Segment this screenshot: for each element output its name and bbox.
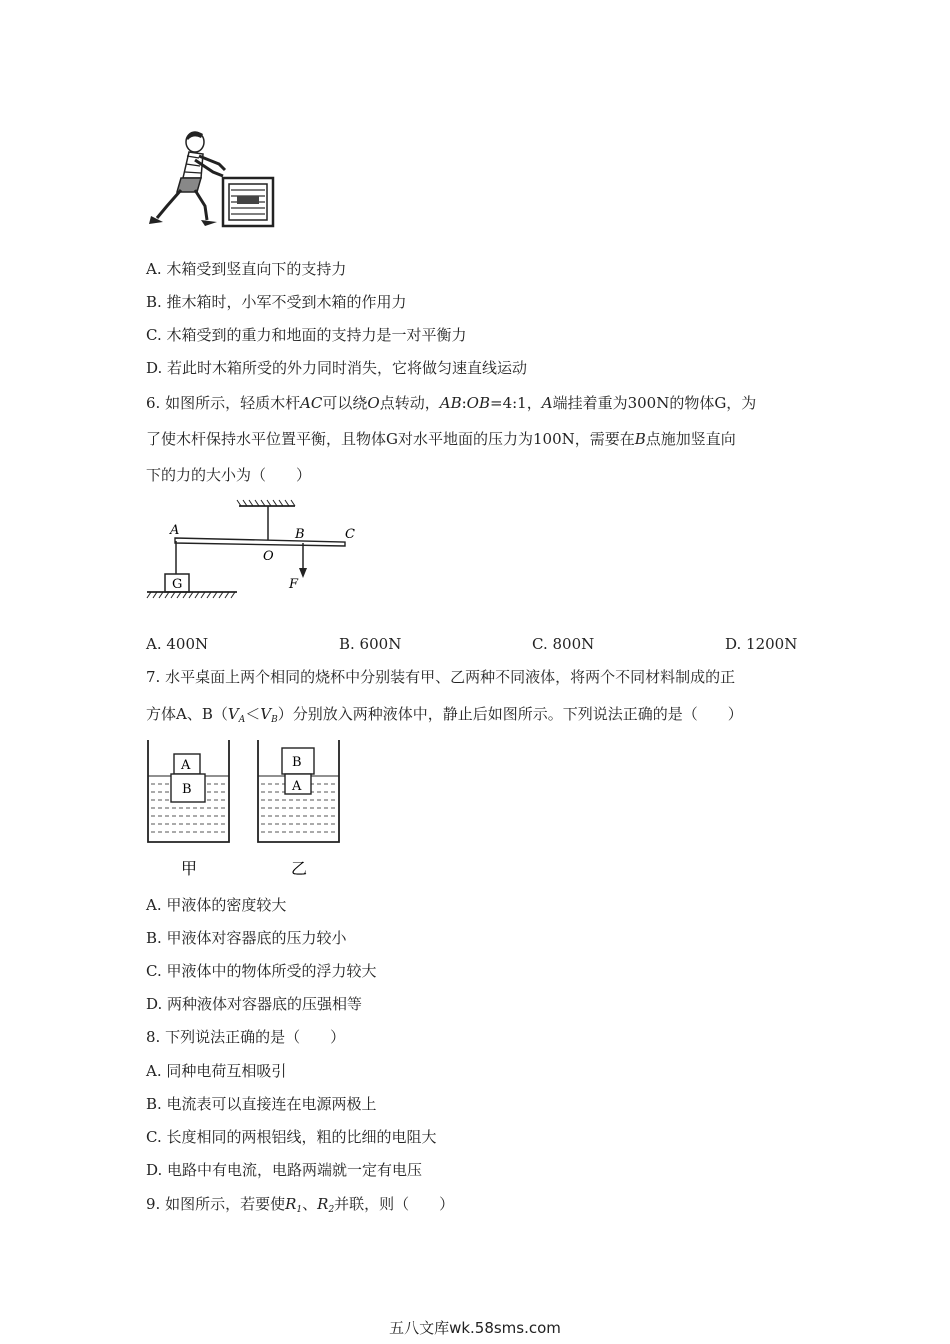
lever-label-f: F: [289, 577, 299, 592]
lever-label-c: C: [345, 527, 355, 542]
beaker-right-top-label: B: [292, 755, 302, 770]
q8-option-a: A. 同种电荷互相吸引: [146, 1062, 287, 1080]
q7-option-a: A. 甲液体的密度较大: [146, 896, 287, 914]
q6-option-c: C. 800N: [532, 635, 595, 653]
lever-label-o: O: [263, 549, 274, 564]
q6-option-d: D. 1200N: [725, 635, 798, 653]
q6-option-b: B. 600N: [339, 635, 402, 653]
lever-label-a: A: [170, 523, 180, 538]
q8-option-c: C. 长度相同的两根铝线，粗的比细的电阻大: [146, 1128, 437, 1146]
beaker-right-caption: 乙: [291, 859, 308, 878]
page-footer: 五八文库wk.58sms.com: [389, 1319, 561, 1337]
q7-stem-line2: 方体A、$B(V_A<V_B)$分别放入两种液体中，静止后如图所示。下列说法正确的是（ ）: [146, 705, 743, 725]
lever-figure: [145, 496, 365, 606]
q8-option-d: D. 电路中有电流，电路两端就一定有电压: [146, 1161, 423, 1179]
q6-stem-line1: 6. 如图所示，轻质木杆AC可以绕O点转动，AB:OB=4:1，A端挂着重为300N的物体G，为: [146, 394, 757, 412]
q9-stem: 9. 如图所示，若要使$R_1$、$R_2$并联，则（ ）: [146, 1195, 455, 1215]
boy-pushing-box-figure: [143, 126, 278, 230]
q5-option-d: D. 若此时木箱所受的外力同时消失，它将做匀速直线运动: [146, 359, 528, 377]
q5-option-a: A. 木箱受到竖直向下的支持力: [146, 260, 347, 278]
q5-option-b: B. 推木箱时，小军不受到木箱的作用力: [146, 293, 407, 311]
beaker-left-caption: 甲: [181, 859, 198, 878]
q8-stem: 8. 下列说法正确的是（ ）: [146, 1028, 346, 1046]
lever-label-g: G: [172, 577, 183, 592]
beaker-left-top-label: A: [181, 758, 191, 773]
q6-option-a: A. 400N: [146, 635, 209, 653]
q6-stem-line3: 下的力的大小为（ ）: [146, 466, 312, 484]
q7-option-d: D. 两种液体对容器底的压强相等: [146, 995, 363, 1013]
lever-label-b: B: [295, 527, 305, 542]
beaker-left-bottom-label: B: [182, 782, 192, 797]
q7-option-c: C. 甲液体中的物体所受的浮力较大: [146, 962, 377, 980]
q5-option-c: C. 木箱受到的重力和地面的支持力是一对平衡力: [146, 326, 467, 344]
q6-stem-line2: 了使木杆保持水平位置平衡，且物体G对水平地面的压力为100N，需要在B点施加竖直向: [146, 430, 736, 448]
q7-option-b: B. 甲液体对容器底的压力较小: [146, 929, 347, 947]
beaker-right-bottom-label: A: [292, 779, 302, 794]
q8-option-b: B. 电流表可以直接连在电源两极上: [146, 1095, 377, 1113]
beakers-figure: [143, 736, 353, 882]
q7-stem-line1: 7. 水平桌面上两个相同的烧杯中分别装有甲、乙两种不同液体，将两个不同材料制成的正: [146, 668, 736, 686]
